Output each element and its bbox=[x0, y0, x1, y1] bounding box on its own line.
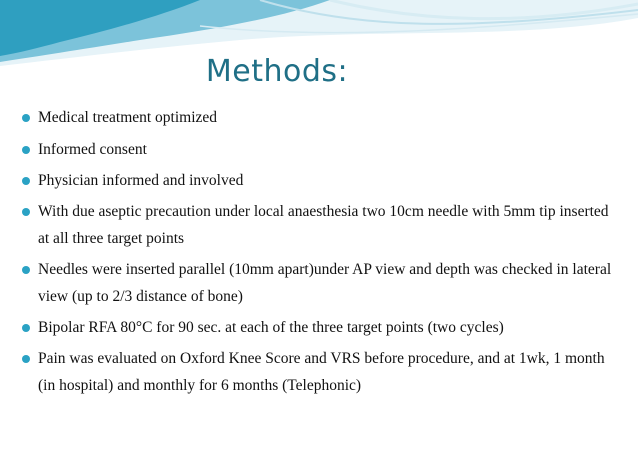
list-item bbox=[22, 136, 612, 163]
bullet-text: Medical treatment optimized bbox=[38, 109, 218, 126]
list-item bbox=[22, 198, 612, 252]
bullet-list bbox=[22, 104, 612, 403]
bullet-dot-icon bbox=[22, 266, 30, 274]
bullet-text: Informed consent bbox=[38, 141, 147, 158]
bullet-dot-icon bbox=[22, 208, 30, 216]
bullet-dot-icon bbox=[22, 146, 30, 154]
list-item bbox=[22, 314, 612, 341]
bullet-text: Bipolar RFA 80°C for 90 sec. at each of the three target points (two cycles) bbox=[38, 319, 504, 336]
bullet-text: Physician informed and involved bbox=[38, 172, 244, 189]
list-item bbox=[22, 104, 612, 131]
list-item bbox=[22, 167, 612, 194]
bullet-dot-icon bbox=[22, 114, 30, 122]
bullet-dot-icon bbox=[22, 355, 30, 363]
list-item bbox=[22, 256, 612, 310]
bullet-text: With due aseptic precaution under local anaesthesia two 10cm needle with 5mm tip inserted at all three target points bbox=[38, 203, 609, 247]
bullet-text: Pain was evaluated on Oxford Knee Score and VRS before procedure, and at 1wk, 1 month (in hospital) and monthly for 6 months (Telephonic) bbox=[38, 350, 605, 394]
slide-title: Methods: bbox=[205, 54, 349, 89]
bullet-dot-icon bbox=[22, 324, 30, 332]
bullet-text: Needles were inserted parallel (10mm apart)under AP view and depth was checked in lateral view (up to 2/3 distance of bone) bbox=[38, 261, 612, 305]
bullet-dot-icon bbox=[22, 177, 30, 185]
list-item bbox=[22, 345, 612, 399]
